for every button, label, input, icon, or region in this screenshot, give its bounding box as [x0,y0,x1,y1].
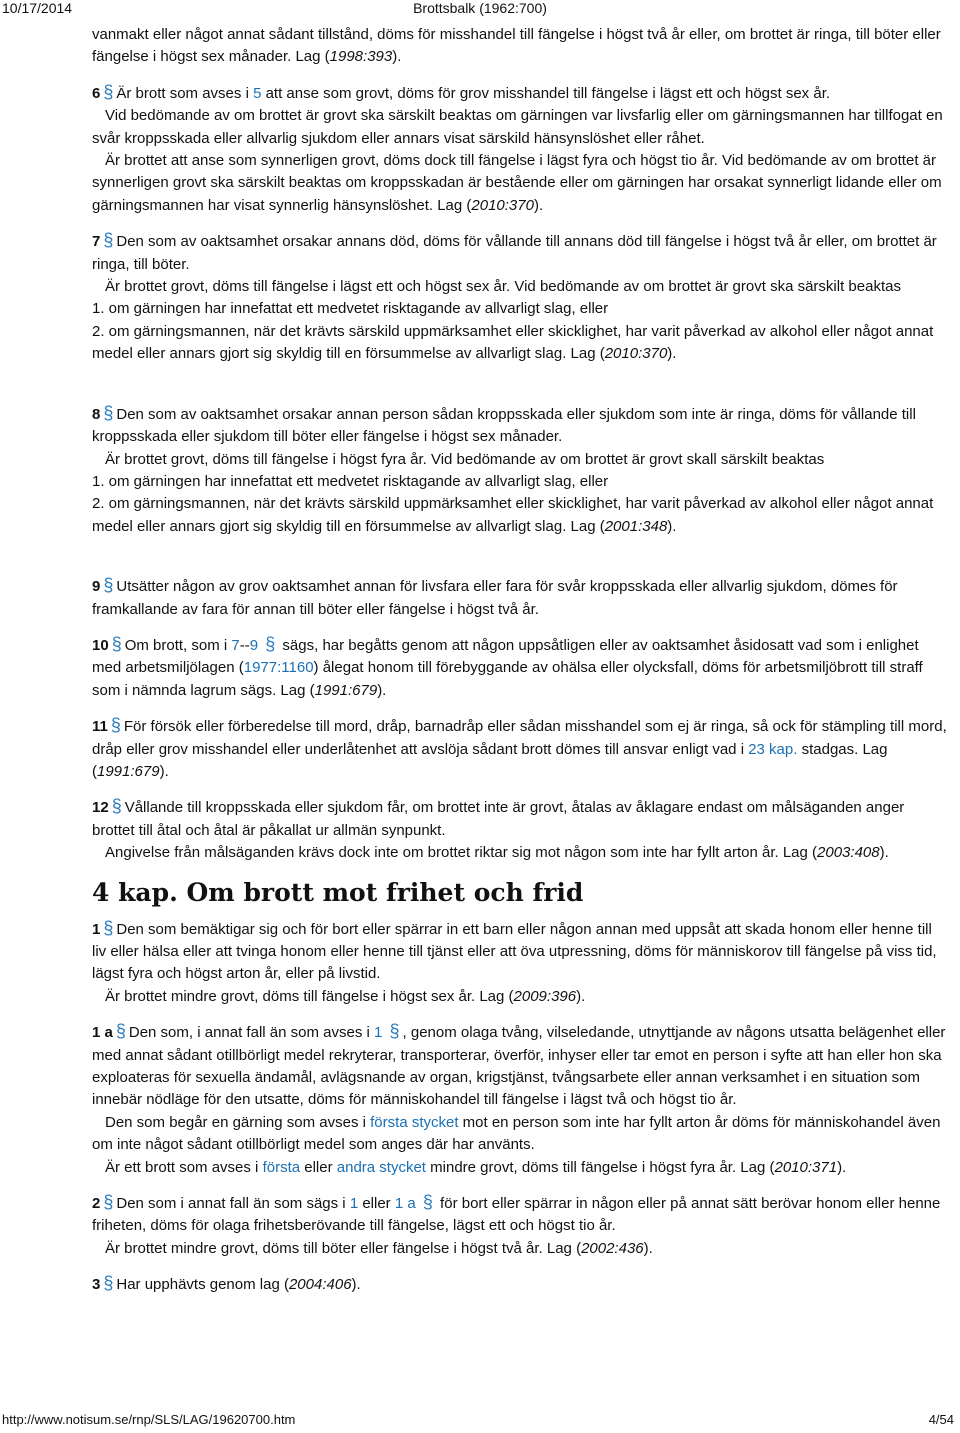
chapter-4-section-2: 2 § Den som i annat fall än som sägs i 1 eller 1 a § för bort eller spärrar in någon eller på annat sätt berövar honom eller henne friheten, döms för olaga frihetsberövande till fängelse, lägst ett och högst tio år. [92,1192,941,1235]
page-header [0,0,960,22]
law-reference: 2010:370 [471,196,534,214]
section-number: 11 [92,718,108,736]
page-number: 4/54 [928,1412,954,1427]
section-sign-icon: § [103,81,114,102]
section-number: 6 [92,84,101,102]
section-sign-icon: § [103,575,114,596]
section-number: 9 [92,578,101,596]
chapter-4-section-1a-paragraph-2: Den som begår en gärning som avses i första stycket mot en person som inte har fyllt arton år döms för människohandel även om inte något sådant otillbörligt medel som anges där har använts. [92,1113,941,1154]
section-number: 1 a [92,1024,113,1042]
law-reference: 2009:396 [513,987,577,1005]
link-section-1[interactable]: 1 [349,1195,359,1213]
section-number: 1 [92,920,101,938]
section-6-paragraph-3: Är brottet att anse som synnerligen grovt, döms dock till fängelse i lägst fyra och högst tio år. Vid bedömande av om brottet är synnerligen grovt ska särskilt beaktas om kroppsskadan är bestående eller om gärningen har orsakat synnerligt lidande eller om gärningsmannen har visat synnerlig hänsynslöshet. Lag (2010:370). [92,152,942,214]
section-12: 12 § Vållande till kroppsskada eller sjukdom får, om brottet inte är grovt, åtalas av åklagare endast om målsäganden anger brottet till åtal och åtal är påkallat ur allmän synpunkt. [92,796,905,839]
section-sign-icon: § [111,796,122,817]
section-number: 10 [92,636,109,654]
chapter-heading: 4 kap. Om brott mot frihet och frid [92,877,584,907]
section-number: 12 [92,799,109,817]
link-arbetsmiljolagen[interactable]: 1977:1160 [243,659,314,677]
link-section-1[interactable]: 1 [374,1024,383,1042]
chapter-4-section-1a-paragraph-3: Är ett brott som avses i första eller andra stycket mindre grovt, döms till fängelse i högst fyra år. Lag (2010:371). [105,1158,847,1176]
law-reference: 2010:371 [774,1158,838,1176]
law-text [92,24,950,1297]
link-forsta[interactable]: första [262,1158,301,1176]
link-andra-stycket[interactable]: andra stycket [336,1158,426,1176]
chapter-4-section-2-paragraph-2: Är brottet mindre grovt, döms till böter eller fängelse i högst två år. Lag (2002:436). [105,1239,653,1257]
section-number: 7 [92,233,101,251]
link-chapter-23[interactable]: 23 kap. [748,740,798,758]
law-reference: 2003:408 [817,844,880,862]
section-7-item-2: 2. om gärningsmannen, när det krävts särskild uppmärksamhet eller skicklighet, har varit påverkad av alkohol eller något annat medel eller annars gjort sig skyldig till en försummelse av allvarligt slag. Lag (2010:370). [92,322,934,363]
link-forsta-stycket[interactable]: första stycket [370,1113,459,1131]
link-section-9[interactable]: 9 [249,636,259,654]
chapter-4-section-3: 3 § Har upphävts genom lag (2004:406). [92,1273,361,1294]
section-number: 8 [92,405,101,423]
section-sign-icon: § [103,402,114,423]
section-8: 8 § Den som av oaktsamhet orsakar annan person sådan kroppsskada eller sjukdom som inte är ringa, döms för vållande till kroppsskada eller sjukdom till böter eller fängelse i högst sex månader. [92,402,916,446]
section-7-item-1: 1. om gärningen har innefattat ett medvetet risktagande av allvarligt slag, eller [92,300,609,318]
chapter-4-section-1: 1 § Den som bemäktigar sig och för bort eller spärrar in ett barn eller någon annan med uppsåt att skada honom eller henne till liv eller hälsa eller att tvinga honom eller henne till tjänst eller att öva utpressning, döms för människorov till fängelse på viss tid, lägst fyra och högst arton år, eller på livstid. [92,917,937,983]
section-sign-icon: § [110,715,121,736]
law-reference: 1991:679 [97,762,160,780]
link-section-7[interactable]: 7 [231,636,240,654]
section-11: 11 § För försök eller förberedelse till mord, dråp, barnadråp eller sådan misshandel som ej är ringa, så ock för stämpling till mord, dråp eller grov misshandel eller underlåtenhet att avslöja sådant brott dömes till ansvar enligt vad i 23 kap. stadgas. Lag (1991:679). [92,715,947,780]
section-9: 9 § Utsätter någon av grov oaktsamhet annan för livsfara eller fara för svår kroppsskada eller allvarlig sjukdom, dömes för framkallande av fara för annan till böter eller fängelse i högst två år. [92,575,898,618]
section-7-paragraph-2: Är brottet grovt, döms till fängelse i lägst ett och högst sex år. Vid bedömande av om brottet är grovt ska särskilt beaktas [105,278,901,296]
paragraph-continuation: vanmakt eller något annat sådant tillstånd, döms för misshandel till fängelse i högst två år eller, om brottet är ringa, till böter eller fängelse i högst sex månader. Lag (1998:393). [92,26,941,66]
section-sign-icon: § [103,917,114,938]
law-reference: 1998:393 [329,48,393,66]
chapter-4-section-1-paragraph-2: Är brottet mindre grovt, döms till fängelse i högst sex år. Lag (2009:396). [105,987,586,1005]
section-12-paragraph-2: Angivelse från målsäganden krävs dock inte om brottet riktar sig mot någon som inte har fyllt arton år. Lag (2003:408). [105,844,889,862]
document-title: Brottsbalk (1962:700) [413,0,547,16]
link-section-sign[interactable]: § [389,1021,400,1042]
section-sign-icon: § [103,1192,114,1213]
section-6: 6 § Är brott som avses i 5 att anse som grovt, döms för grov misshandel till fängelse i lägst ett och högst sex år. [92,81,831,102]
section-number: 3 [92,1276,101,1294]
section-sign-icon: § [115,1021,126,1042]
section-sign-icon: § [111,633,122,654]
page-footer [0,1412,960,1432]
section-10: 10 § Om brott, som i 7--9 § sägs, har begåtts genom att någon uppsåtligen eller av oaktsamhet åsidosatt vad som i enlighet med arbetsmiljölagen (1977:1160) ålegat honom till förebyggande av ohälsa eller olycksfall, döms för arbetsmiljöbrott till straff som i nämnda lagrum sägs. Lag (1991:679). [92,633,923,699]
link-section-1a[interactable]: 1 a [394,1195,416,1213]
section-8-paragraph-2: Är brottet grovt, döms till fängelse i högst fyra år. Vid bedömande av om brottet är grovt skall särskilt beaktas [105,450,825,468]
law-reference: 2010:370 [604,345,668,363]
law-reference: 1991:679 [314,681,378,699]
link-section-5[interactable]: 5 [253,84,262,102]
section-6-paragraph-2: Vid bedömande av om brottet är grovt ska särskilt beaktas om gärningen var livsfarlig eller om gärningsmannen har tillfogat en svår kroppsskada eller allvarlig sjukdom eller annars visat särskild hänsynslöshet eller råhet. [92,107,943,147]
chapter-4-section-1a: 1 a § Den som, i annat fall än som avses i 1 § , genom olaga tvång, vilseledande, utnyttjande av någons utsatta belägenhet eller med annat sådant otillbörligt medel rekryterar, transporterar, överför, inhyser eller tar emot en person i syfte att han eller hon ska exploateras för sexuella ändamål, avlägsnande av organ, krigstjänst, tvångsarbete eller annan verksamhet i en situation som innebär nödläge för den utsatte, döms för människohandel till fängelse i lägst två och högst tio år. [92,1021,946,1109]
section-sign-icon: § [103,230,114,251]
section-number: 2 [92,1195,101,1213]
print-date: 10/17/2014 [2,0,73,16]
law-reference: 2002:436 [581,1239,644,1257]
link-section-sign[interactable]: § [422,1192,433,1213]
section-8-item-2: 2. om gärningsmannen, när det krävts särskild uppmärksamhet eller skicklighet, har varit påverkad av alkohol eller något annat medel eller annars gjort sig skyldig till en försummelse av allvarligt slag. Lag (2001:348). [92,495,934,535]
source-url: http://www.notisum.se/rnp/SLS/LAG/19620700.htm [2,1412,296,1427]
section-8-item-1: 1. om gärningen har innefattat ett medvetet risktagande av allvarligt slag, eller [92,472,609,490]
link-section-sign[interactable]: § [265,633,276,654]
law-reference: 2004:406 [288,1276,352,1294]
section-7: 7 § Den som av oaktsamhet orsakar annans död, döms för vållande till annans död till fängelse i högst två år eller, om brottet är ringa, till böter. [92,230,937,273]
section-sign-icon: § [103,1273,114,1294]
law-reference: 2001:348 [604,517,668,535]
